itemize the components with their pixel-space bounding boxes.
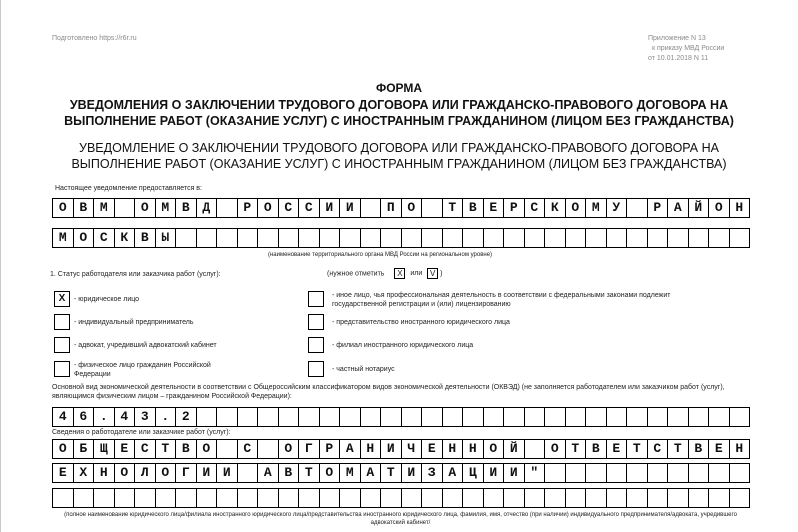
- char-cell[interactable]: О: [156, 464, 177, 482]
- char-cell[interactable]: В: [689, 440, 710, 458]
- char-cell[interactable]: [607, 464, 628, 482]
- status-hint-text: ): [440, 270, 443, 278]
- title-bold-line: ВЫПОЛНЕНИЕ РАБОТ (ОКАЗАНИЕ УСЛУГ) С ИНОСТРАННЫМ ГРАЖДАНИНОМ (ЛИЦОМ БЕЗ ГРАЖДАНСТВА): [64, 114, 734, 128]
- char-cell[interactable]: [422, 489, 443, 507]
- char-cell[interactable]: Е: [422, 440, 443, 458]
- char-cell[interactable]: [279, 489, 300, 507]
- form-label: ФОРМА: [375, 81, 423, 95]
- char-cell[interactable]: [668, 464, 689, 482]
- char-cell[interactable]: [156, 489, 177, 507]
- char-cell[interactable]: [197, 229, 218, 247]
- char-cell[interactable]: [627, 408, 648, 426]
- status-checkbox-branch[interactable]: [308, 337, 324, 353]
- char-cell[interactable]: [299, 408, 320, 426]
- employer-row[interactable]: [52, 439, 750, 459]
- status-checkbox-entrepreneur[interactable]: [54, 314, 70, 330]
- prepared-by-note: Подготовлено https://r6r.ru: [52, 35, 137, 42]
- char-cell[interactable]: Ц: [463, 464, 484, 482]
- employer-label: Сведения о работодателе или заказчике работ (услуг):: [52, 429, 231, 436]
- char-cell[interactable]: [299, 229, 320, 247]
- char-cell[interactable]: У: [607, 199, 628, 217]
- char-cell[interactable]: ": [525, 464, 546, 482]
- char-cell[interactable]: [525, 229, 546, 247]
- char-cell[interactable]: В: [279, 464, 300, 482]
- status-checkbox-representative[interactable]: [308, 314, 324, 330]
- char-cell[interactable]: [648, 229, 669, 247]
- char-cell[interactable]: [525, 408, 546, 426]
- char-cell[interactable]: Ы: [156, 229, 177, 247]
- char-cell[interactable]: [361, 199, 382, 217]
- char-cell[interactable]: Т: [299, 464, 320, 482]
- char-cell[interactable]: О: [484, 440, 505, 458]
- status-option-label: - частный нотариус: [332, 366, 395, 373]
- char-cell[interactable]: О: [53, 440, 74, 458]
- char-cell[interactable]: [443, 229, 464, 247]
- status-option-label: - представительство иностранного юридического лица: [332, 319, 510, 326]
- char-cell[interactable]: И: [320, 199, 341, 217]
- status-hint: [327, 268, 443, 279]
- status-option-label: - иное лицо, чья профессиональная деятельность в соответствии с федеральными законами подлежит государственной регистрации и (или) лицензированию: [332, 292, 671, 308]
- char-cell[interactable]: [463, 229, 484, 247]
- status-checkbox-legal-entity[interactable]: X: [54, 291, 70, 307]
- char-cell[interactable]: [484, 408, 505, 426]
- char-cell[interactable]: О: [74, 229, 95, 247]
- char-cell[interactable]: С: [648, 440, 669, 458]
- appendix-line: Приложение N 13: [648, 35, 706, 42]
- char-cell[interactable]: О: [258, 199, 279, 217]
- char-cell[interactable]: Н: [361, 440, 382, 458]
- char-cell[interactable]: [463, 408, 484, 426]
- char-cell[interactable]: [566, 229, 587, 247]
- char-cell[interactable]: [176, 489, 197, 507]
- appendix-line: к приказу МВД России: [652, 45, 725, 52]
- char-cell[interactable]: Т: [668, 440, 689, 458]
- char-cell[interactable]: И: [504, 464, 525, 482]
- char-cell[interactable]: И: [217, 464, 238, 482]
- char-cell[interactable]: [217, 199, 238, 217]
- char-cell[interactable]: [709, 489, 730, 507]
- char-cell[interactable]: [525, 489, 546, 507]
- char-cell[interactable]: М: [340, 464, 361, 482]
- char-cell[interactable]: [320, 489, 341, 507]
- char-cell[interactable]: [689, 489, 710, 507]
- status-hint-text: (нужное отметить: [327, 270, 385, 278]
- char-cell[interactable]: О: [402, 199, 423, 217]
- recipient-caption: (наименование территориального органа МВД России на региональном уровне): [267, 252, 493, 258]
- char-cell[interactable]: [730, 464, 751, 482]
- char-cell[interactable]: [402, 489, 423, 507]
- char-cell[interactable]: [627, 464, 648, 482]
- char-cell[interactable]: [258, 229, 279, 247]
- char-cell[interactable]: О: [545, 440, 566, 458]
- char-cell[interactable]: [730, 489, 751, 507]
- char-cell[interactable]: Н: [443, 440, 464, 458]
- char-cell[interactable]: Е: [53, 464, 74, 482]
- char-cell[interactable]: О: [709, 199, 730, 217]
- char-cell[interactable]: В: [463, 199, 484, 217]
- char-cell[interactable]: [709, 229, 730, 247]
- char-cell[interactable]: В: [74, 199, 95, 217]
- char-cell[interactable]: [361, 408, 382, 426]
- title-plain-line: ВЫПОЛНЕНИЕ РАБОТ (ОКАЗАНИЕ УСЛУГ) С ИНОСТРАННЫМ ГРАЖДАНИНОМ (ЛИЦОМ БЕЗ ГРАЖДАНСТВА): [71, 157, 727, 171]
- char-cell[interactable]: [463, 489, 484, 507]
- char-cell[interactable]: [648, 408, 669, 426]
- char-cell[interactable]: Й: [504, 440, 525, 458]
- okved-row[interactable]: [52, 407, 750, 427]
- char-cell[interactable]: [730, 229, 751, 247]
- char-cell[interactable]: М: [53, 229, 74, 247]
- char-cell[interactable]: [422, 408, 443, 426]
- char-cell[interactable]: [648, 489, 669, 507]
- char-cell[interactable]: [320, 408, 341, 426]
- char-cell[interactable]: [381, 489, 402, 507]
- char-cell[interactable]: [709, 408, 730, 426]
- status-option-label: - физическое лицо гражданин Российской Федерации: [74, 362, 211, 378]
- char-cell[interactable]: М: [94, 199, 115, 217]
- okved-label: Основной вид экономической деятельности в соответствии с Общероссийским классификатором видов экономической деятельности (ОКВЭД) (не заполняется работодателем или заказчиком работ (услуг), являющимся физическим лицом – гражданином Российской Федерации):: [52, 384, 725, 400]
- char-cell[interactable]: Х: [74, 464, 95, 482]
- status-hint-text: или: [410, 270, 423, 278]
- status-checkbox-individual[interactable]: [54, 361, 70, 377]
- char-cell[interactable]: С: [94, 229, 115, 247]
- char-cell[interactable]: [607, 408, 628, 426]
- char-cell[interactable]: Т: [566, 440, 587, 458]
- char-cell[interactable]: [648, 464, 669, 482]
- char-cell[interactable]: [217, 489, 238, 507]
- char-cell[interactable]: Т: [381, 464, 402, 482]
- char-cell[interactable]: [238, 229, 259, 247]
- char-cell[interactable]: Е: [484, 199, 505, 217]
- char-cell[interactable]: К: [115, 229, 136, 247]
- char-cell[interactable]: [566, 408, 587, 426]
- char-cell[interactable]: Н: [730, 440, 751, 458]
- char-cell[interactable]: [545, 408, 566, 426]
- char-cell[interactable]: И: [340, 199, 361, 217]
- char-cell[interactable]: 2: [176, 408, 197, 426]
- char-cell[interactable]: С: [299, 199, 320, 217]
- char-cell[interactable]: [689, 464, 710, 482]
- char-cell[interactable]: Н: [94, 464, 115, 482]
- char-cell[interactable]: О: [197, 440, 218, 458]
- char-cell[interactable]: Н: [463, 440, 484, 458]
- char-cell[interactable]: [730, 408, 751, 426]
- hint-v-box: V: [427, 268, 438, 279]
- char-cell[interactable]: В: [176, 440, 197, 458]
- char-cell[interactable]: [525, 440, 546, 458]
- char-cell[interactable]: К: [545, 199, 566, 217]
- char-cell[interactable]: [176, 229, 197, 247]
- char-cell[interactable]: [381, 229, 402, 247]
- char-cell[interactable]: [258, 408, 279, 426]
- status-option-label: - индивидуальный предприниматель: [74, 319, 194, 326]
- char-cell[interactable]: [320, 229, 341, 247]
- char-cell[interactable]: [279, 408, 300, 426]
- char-cell[interactable]: [258, 489, 279, 507]
- char-cell[interactable]: Т: [443, 199, 464, 217]
- char-cell[interactable]: [545, 229, 566, 247]
- char-cell[interactable]: [566, 464, 587, 482]
- char-cell[interactable]: А: [443, 464, 464, 482]
- char-cell[interactable]: [340, 408, 361, 426]
- char-cell[interactable]: [627, 199, 648, 217]
- char-cell[interactable]: 4: [53, 408, 74, 426]
- title-plain-line: УВЕДОМЛЕНИЕ О ЗАКЛЮЧЕНИИ ТРУДОВОГО ДОГОВОРА ИЛИ ГРАЖДАНСКО-ПРАВОВОГО ДОГОВОРА НА: [79, 141, 719, 155]
- status-checkbox-notary[interactable]: [308, 361, 324, 377]
- char-cell[interactable]: [504, 229, 525, 247]
- char-cell[interactable]: О: [566, 199, 587, 217]
- char-cell[interactable]: [627, 229, 648, 247]
- char-cell[interactable]: И: [197, 464, 218, 482]
- char-cell[interactable]: Щ: [94, 440, 115, 458]
- char-cell[interactable]: [94, 489, 115, 507]
- char-cell[interactable]: [340, 489, 361, 507]
- appendix-line: от 10.01.2018 N 11: [648, 55, 709, 62]
- char-cell[interactable]: [217, 408, 238, 426]
- char-cell[interactable]: Г: [176, 464, 197, 482]
- char-cell[interactable]: Л: [135, 464, 156, 482]
- char-cell[interactable]: [668, 489, 689, 507]
- char-cell[interactable]: [586, 229, 607, 247]
- char-cell[interactable]: [238, 408, 259, 426]
- status-option-label: - филиал иностранного юридического лица: [332, 342, 474, 349]
- char-cell[interactable]: [258, 440, 279, 458]
- status-checkbox-other[interactable]: [308, 291, 324, 307]
- char-cell[interactable]: И: [484, 464, 505, 482]
- char-cell[interactable]: [238, 489, 259, 507]
- appendix-note: [648, 34, 778, 64]
- char-cell[interactable]: С: [238, 440, 259, 458]
- char-cell[interactable]: [689, 408, 710, 426]
- char-cell[interactable]: М: [586, 199, 607, 217]
- char-cell[interactable]: [607, 229, 628, 247]
- char-cell[interactable]: В: [135, 229, 156, 247]
- char-cell[interactable]: [135, 489, 156, 507]
- char-cell[interactable]: [299, 489, 320, 507]
- char-cell[interactable]: [361, 229, 382, 247]
- char-cell[interactable]: [443, 408, 464, 426]
- char-cell[interactable]: [422, 199, 443, 217]
- char-cell[interactable]: А: [361, 464, 382, 482]
- employer-caption: (полное наименование юридического лица/филиала иностранного юридического лица/представительства иностранного юридического лица, фамилия, имя, отчество (при наличии) индивидуального предпринимателя/адвоката, учредившего адвокатский кабинет/: [64, 512, 737, 526]
- char-cell[interactable]: [217, 229, 238, 247]
- char-cell[interactable]: Г: [299, 440, 320, 458]
- char-cell[interactable]: О: [115, 464, 136, 482]
- char-cell[interactable]: В: [176, 199, 197, 217]
- char-cell[interactable]: [545, 464, 566, 482]
- char-cell[interactable]: С: [279, 199, 300, 217]
- char-cell[interactable]: [238, 464, 259, 482]
- employer-row[interactable]: [52, 463, 750, 483]
- char-cell[interactable]: [402, 229, 423, 247]
- char-cell[interactable]: Р: [320, 440, 341, 458]
- char-cell[interactable]: А: [340, 440, 361, 458]
- char-cell[interactable]: Д: [197, 199, 218, 217]
- recipient-label: Настоящее уведомление предоставляется в:: [55, 185, 202, 192]
- char-cell[interactable]: .: [156, 408, 177, 426]
- recipient-row[interactable]: [52, 198, 750, 218]
- char-cell[interactable]: [689, 229, 710, 247]
- char-cell[interactable]: С: [135, 440, 156, 458]
- char-cell[interactable]: 4: [115, 408, 136, 426]
- char-cell[interactable]: И: [402, 464, 423, 482]
- char-cell[interactable]: Е: [115, 440, 136, 458]
- char-cell[interactable]: [115, 199, 136, 217]
- char-cell[interactable]: П: [381, 199, 402, 217]
- char-cell[interactable]: [115, 489, 136, 507]
- char-cell[interactable]: Т: [627, 440, 648, 458]
- employer-row[interactable]: [52, 488, 750, 508]
- char-cell[interactable]: [361, 489, 382, 507]
- char-cell[interactable]: [566, 489, 587, 507]
- char-cell[interactable]: [484, 229, 505, 247]
- char-cell[interactable]: [340, 229, 361, 247]
- char-cell[interactable]: [607, 489, 628, 507]
- char-cell[interactable]: О: [53, 199, 74, 217]
- char-cell[interactable]: [504, 489, 525, 507]
- char-cell[interactable]: [709, 464, 730, 482]
- char-cell[interactable]: О: [279, 440, 300, 458]
- recipient-row[interactable]: [52, 228, 750, 248]
- char-cell[interactable]: [197, 408, 218, 426]
- char-cell[interactable]: Р: [504, 199, 525, 217]
- char-cell[interactable]: [586, 464, 607, 482]
- char-cell[interactable]: В: [586, 440, 607, 458]
- char-cell[interactable]: [443, 489, 464, 507]
- char-cell[interactable]: [586, 408, 607, 426]
- char-cell[interactable]: О: [135, 199, 156, 217]
- status-option-label: - юридическое лицо: [74, 296, 140, 303]
- char-cell[interactable]: Й: [689, 199, 710, 217]
- char-cell[interactable]: 3: [135, 408, 156, 426]
- char-cell[interactable]: [402, 408, 423, 426]
- char-cell[interactable]: О: [320, 464, 341, 482]
- char-cell[interactable]: Е: [607, 440, 628, 458]
- char-cell[interactable]: [668, 229, 689, 247]
- char-cell[interactable]: [545, 489, 566, 507]
- char-cell[interactable]: [668, 408, 689, 426]
- char-cell[interactable]: М: [156, 199, 177, 217]
- char-cell[interactable]: [74, 489, 95, 507]
- char-cell[interactable]: [484, 489, 505, 507]
- char-cell[interactable]: 6: [74, 408, 95, 426]
- char-cell[interactable]: [381, 408, 402, 426]
- char-cell[interactable]: [279, 229, 300, 247]
- char-cell[interactable]: [197, 489, 218, 507]
- title-bold-line: УВЕДОМЛЕНИЯ О ЗАКЛЮЧЕНИИ ТРУДОВОГО ДОГОВОРА ИЛИ ГРАЖДАНСКО-ПРАВОВОГО ДОГОВОРА НА: [69, 98, 729, 112]
- status-checkbox-lawyer[interactable]: [54, 337, 70, 353]
- char-cell[interactable]: А: [668, 199, 689, 217]
- char-cell[interactable]: Б: [74, 440, 95, 458]
- char-cell[interactable]: З: [422, 464, 443, 482]
- char-cell[interactable]: А: [258, 464, 279, 482]
- char-cell[interactable]: [422, 229, 443, 247]
- char-cell[interactable]: Р: [648, 199, 669, 217]
- char-cell[interactable]: Н: [730, 199, 751, 217]
- char-cell[interactable]: [217, 440, 238, 458]
- hint-x-box: X: [394, 268, 405, 279]
- status-option-label: - адвокат, учредивший адвокатский кабинет: [74, 342, 217, 349]
- char-cell[interactable]: Е: [709, 440, 730, 458]
- char-cell[interactable]: [53, 489, 74, 507]
- char-cell[interactable]: Р: [238, 199, 259, 217]
- char-cell[interactable]: Т: [156, 440, 177, 458]
- char-cell[interactable]: [627, 489, 648, 507]
- char-cell[interactable]: [504, 408, 525, 426]
- char-cell[interactable]: И: [381, 440, 402, 458]
- char-cell[interactable]: [586, 489, 607, 507]
- status-label: 1. Статус работодателя или заказчика работ (услуг):: [50, 271, 221, 278]
- char-cell[interactable]: Ч: [402, 440, 423, 458]
- char-cell[interactable]: С: [525, 199, 546, 217]
- page-edge: [0, 0, 1, 532]
- char-cell[interactable]: .: [94, 408, 115, 426]
